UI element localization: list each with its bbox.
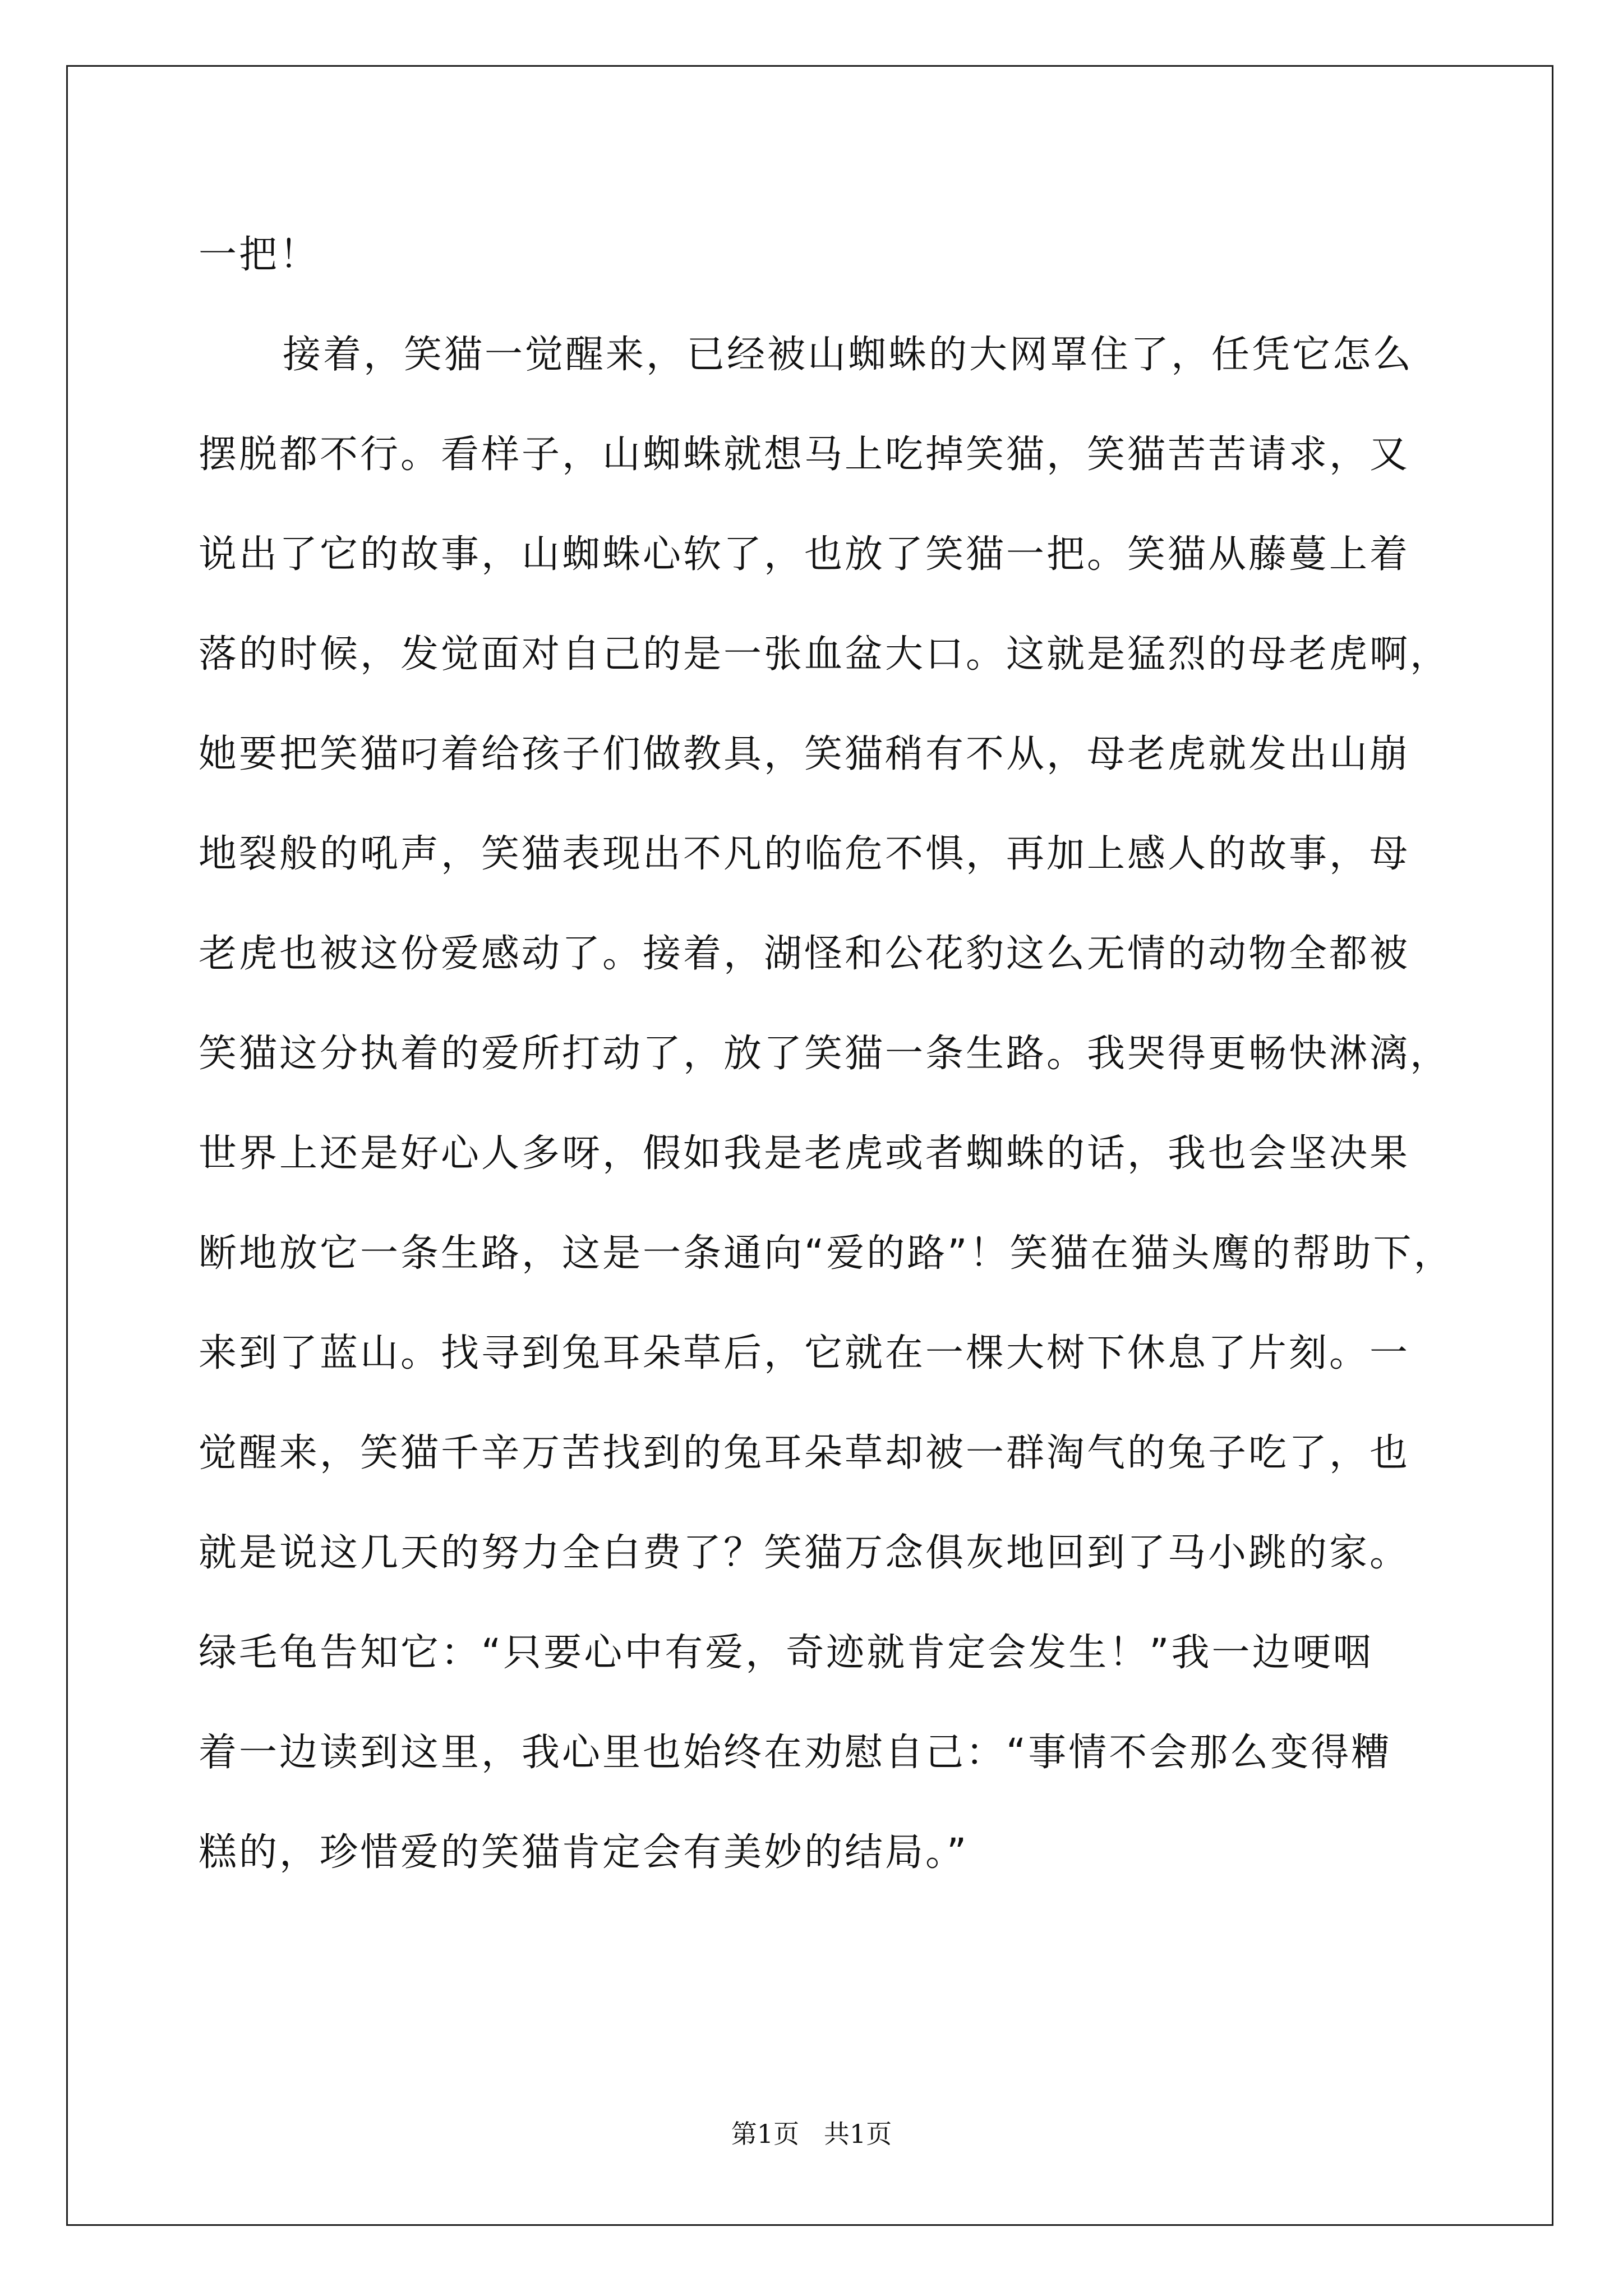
- text-line: 她要把笑猫叼着给孩子们做教具，笑猫稍有不从，母老虎就发出山崩: [199, 732, 1410, 776]
- text-line: 来到了蓝山。找寻到兔耳朵草后，它就在一棵大树下休息了片刻。一: [199, 1331, 1410, 1375]
- text-line: 一把！: [199, 233, 320, 277]
- text-line: 着一边读到这里，我心里也始终在劝慰自己：“事情不会那么变得糟: [199, 1731, 1392, 1775]
- text-line: 说出了它的故事，山蜘蛛心软了，也放了笑猫一把。笑猫从藤蔓上着: [199, 532, 1410, 577]
- text-line: 老虎也被这份爱感动了。接着，湖怪和公花豹这么无情的动物全都被: [199, 932, 1410, 976]
- text-line: 落的时候，发觉面对自己的是一张血盆大口。这就是猛烈的母老虎啊，: [199, 632, 1451, 677]
- text-line: 摆脱都不行。看样子，山蜘蛛就想马上吃掉笑猫，笑猫苦苦请求，又: [199, 432, 1410, 477]
- text-line: 地裂般的吼声，笑猫表现出不凡的临危不惧，再加上感人的故事，母: [199, 832, 1410, 876]
- text-line: 绿毛龟告知它：“只要心中有爱，奇迹就肯定会发生！”我一边哽咽: [199, 1631, 1373, 1675]
- text-line: 世界上还是好心人多呀，假如我是老虎或者蜘蛛的话，我也会坚决果: [199, 1131, 1410, 1176]
- text-line: 就是说这几天的努力全白费了？笑猫万念俱灰地回到了马小跳的家。: [199, 1531, 1410, 1575]
- text-line: 糕的，珍惜爱的笑猫肯定会有美妙的结局。”: [199, 1830, 969, 1875]
- text-line: 笑猫这分执着的爱所打动了，放了笑猫一条生路。我哭得更畅快淋漓，: [199, 1032, 1451, 1076]
- text-line-paragraph-start: 接着，笑猫一觉醒来，已经被山蜘蛛的大网罩住了，任凭它怎么: [283, 333, 1414, 377]
- document-body: [199, 205, 1454, 1903]
- text-line: 觉醒来，笑猫千辛万苦找到的兔耳朵草却被一群淘气的兔子吃了，也: [199, 1431, 1410, 1475]
- text-line: 断地放它一条生路，这是一条通向“爱的路”！笑猫在猫头鹰的帮助下，: [199, 1231, 1454, 1276]
- page-number-footer: 第1页 共1页: [731, 2119, 892, 2149]
